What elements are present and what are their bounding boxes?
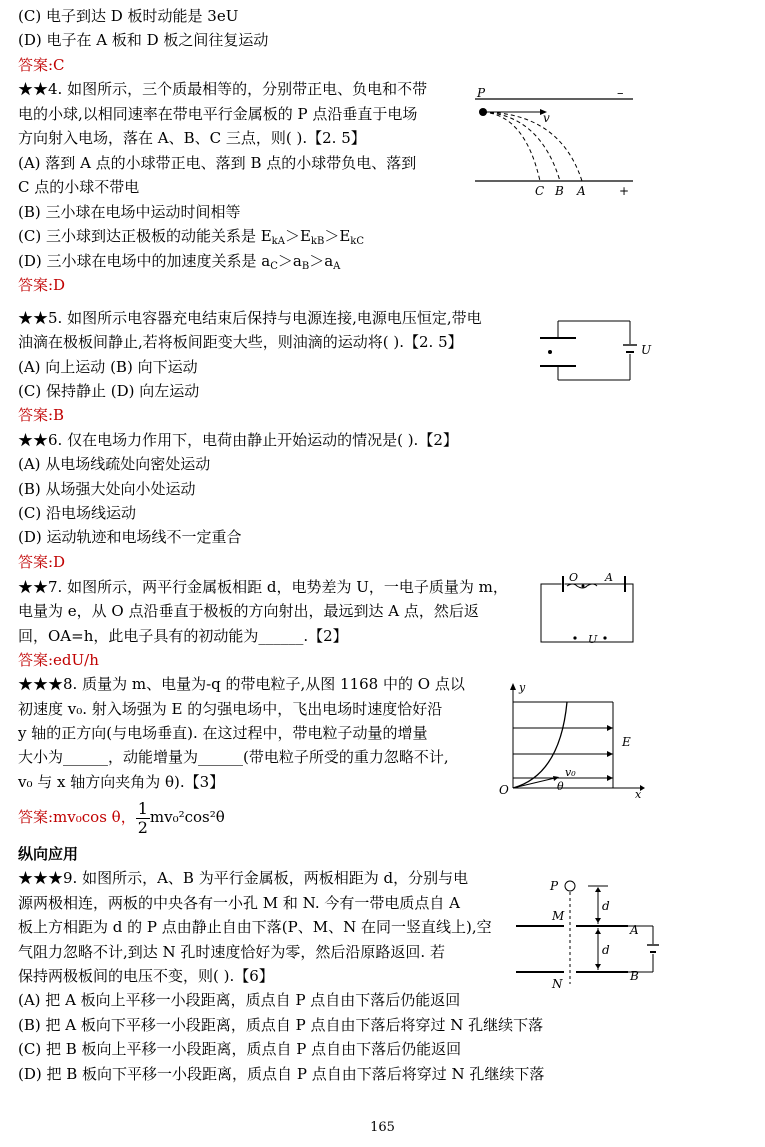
q8-figure <box>495 680 645 800</box>
q4-stem-line3: 方向射入电场，落在 A、B、C 三点，则( ).【2. 5】 <box>18 129 366 147</box>
q9-fig-label-m: M <box>552 909 565 923</box>
q4-stem-line2: 电的小球,以相同速率在带电平行金属板的 P 点沿垂直于电场 <box>18 105 418 123</box>
q7-stem-line2: 电量为 e，从 O 点沿垂直于极板的方向射出，最远到达 A 点，然后返 <box>18 602 479 620</box>
q9-stem-line4: 气阻力忽略不计,到达 N 孔时速度恰好为零，然后沿原路返回. 若 <box>18 943 445 961</box>
q7-stem-line1: ★★7. 如图所示，两平行金属板相距 d，电势差为 U，一电子质量为 m， <box>18 578 508 596</box>
q7-stem-line3: 回，OA=h，此电子具有的初动能为______.【2】 <box>18 627 348 645</box>
q4-fig-label-v: v <box>543 111 550 125</box>
q9-option-c: (C) 把 B 板向上平移一小段距离，质点自 P 点自由下落后仍能返回 <box>18 1040 462 1058</box>
q9-fig-label-p: P <box>550 879 559 893</box>
q4-stem-line1: ★★4. 如图所示，三个质最相等的，分别带正电、负电和不带 <box>18 80 428 98</box>
page-number: 165 <box>370 1120 395 1135</box>
q4-fig-label-minus: – <box>617 86 624 101</box>
q6-option-b: (B) 从场强大处向小处运动 <box>18 480 196 498</box>
q9-stem-line5: 保持两极板间的电压不变，则( ).【6】 <box>18 967 274 985</box>
q8-fig-label-x: x <box>635 788 642 800</box>
q9-stem-line2: 源两极相连，两板的中央各有一小孔 M 和 N. 今有一带电质点自 A <box>18 894 460 912</box>
q6-option-a: (A) 从电场线疏处向密处运动 <box>18 455 211 473</box>
q9-fig-label-n: N <box>552 977 563 991</box>
q5-answer: 答案:B <box>18 406 65 424</box>
q9-stem-line1: ★★★9. 如图所示，A、B 为平行金属板，两板相距为 d，分别与电 <box>18 869 469 887</box>
q4-option-d: (D) 三小球在电场中的加速度关系是 $a_C>a_B>a_A$ <box>18 252 341 272</box>
q9-option-d: (D) 把 B 板向下平移一小段距离，质点自 P 点自由下落后将穿过 N 孔继续下落 <box>18 1065 545 1083</box>
q3-option-c: (C) 电子到达 D 板时动能是 3eU <box>18 7 239 25</box>
section-title: 纵向应用 <box>18 845 79 863</box>
q4-fig-label-plus: + <box>619 184 630 198</box>
q9-fig-label-b: B <box>630 969 639 983</box>
q4-option-a-line1: (A) 落到 A 点的小球带正电、落到 B 点的小球带负电、落到 <box>18 154 417 172</box>
q5-stem-line2: 油滴在极板间静止,若将板间距变大些，则油滴的运动将( ).【2. 5】 <box>18 333 463 351</box>
q8-stem-line1: ★★★8. 质量为 m、电量为-q 的带电粒子,从图 1168 中的 O 点以 <box>18 675 465 693</box>
q4-option-a-line2: C 点的小球不带电 <box>18 178 140 196</box>
q8-fig-label-y: y <box>519 681 526 694</box>
q3-option-d: (D) 电子在 A 板和 D 板之间往复运动 <box>18 31 269 49</box>
q7-answer: 答案:edU/h <box>18 651 99 669</box>
q4-fig-label-b: B <box>555 184 564 198</box>
q8-fig-label-e: E <box>622 735 631 749</box>
q9-fig-label-d2: d <box>602 943 610 957</box>
q5-stem-line1: ★★5. 如图所示电容器充电结束后保持与电源连接,电源电压恒定,带电 <box>18 309 482 327</box>
q8-fig-label-theta: θ <box>557 780 564 793</box>
q7-figure <box>535 572 645 647</box>
q5-option-ab: (A) 向上运动 (B) 向下运动 <box>18 358 198 376</box>
q8-fig-label-v0: v₀ <box>565 766 576 779</box>
q6-stem: ★★6. 仅在电场力作用下，电荷由静止开始运动的情况是( ).【2】 <box>18 431 458 449</box>
q4-option-c: (C) 三小球到达正极板的动能关系是 $E_{kA}>E_{kB}>E_{kC}$ <box>18 227 364 247</box>
q6-option-d: (D) 运动轨迹和电场线不一定重合 <box>18 528 242 546</box>
q7-fig-label-u: U <box>588 633 598 646</box>
q8-answer-fraction: $\frac{1}{2}$ <box>137 798 148 837</box>
q4-fig-label-p: P <box>477 86 486 100</box>
q5-fig-label-u: U <box>641 343 652 357</box>
q3-answer: 答案:C <box>18 56 65 74</box>
q9-fig-label-a: A <box>630 923 639 937</box>
q5-figure <box>530 318 658 383</box>
q5-option-cd: (C) 保持静止 (D) 向左运动 <box>18 382 200 400</box>
q9-figure <box>508 872 673 992</box>
q4-fig-label-c: C <box>535 184 545 198</box>
q4-answer: 答案:D <box>18 276 66 294</box>
q8-stem-line3: y 轴的正方向(与电场垂直). 在这过程中，带电粒子动量的增量 <box>18 724 428 742</box>
q6-option-c: (C) 沿电场线运动 <box>18 504 136 522</box>
q4-fig-label-a: A <box>577 184 586 198</box>
q7-fig-label-o: O <box>569 572 579 584</box>
q9-fig-label-d1: d <box>602 899 610 913</box>
q9-option-b: (B) 把 A 板向下平移一小段距离，质点自 P 点自由下落后将穿过 N 孔继续下落 <box>18 1016 544 1034</box>
q4-option-b: (B) 三小球在电场中运动时间相等 <box>18 203 241 221</box>
q8-fig-label-o: O <box>499 783 509 797</box>
q8-answer: 答案:mv₀cos θ， $\frac{1}{2}$ mv₀²cos²θ <box>18 798 225 837</box>
q8-stem-line2: 初速度 v₀. 射入场强为 E 的匀强电场中，飞出电场时速度恰好沿 <box>18 700 443 718</box>
q4-figure <box>465 85 637 200</box>
q7-fig-label-a: A <box>605 572 613 584</box>
q8-stem-line5: v₀ 与 x 轴方向夹角为 θ).【3】 <box>18 773 225 791</box>
q8-stem-line4: 大小为______，动能增量为______(带电粒子所受的重力忽略不计, <box>18 748 449 766</box>
q6-answer: 答案:D <box>18 553 66 571</box>
q9-option-a: (A) 把 A 板向上平移一小段距离，质点自 P 点自由下落后仍能返回 <box>18 991 461 1009</box>
q9-stem-line3: 板上方相距为 d 的 P 点由静止自由下落(P、M、N 在同一竖直线上),空 <box>18 918 492 936</box>
